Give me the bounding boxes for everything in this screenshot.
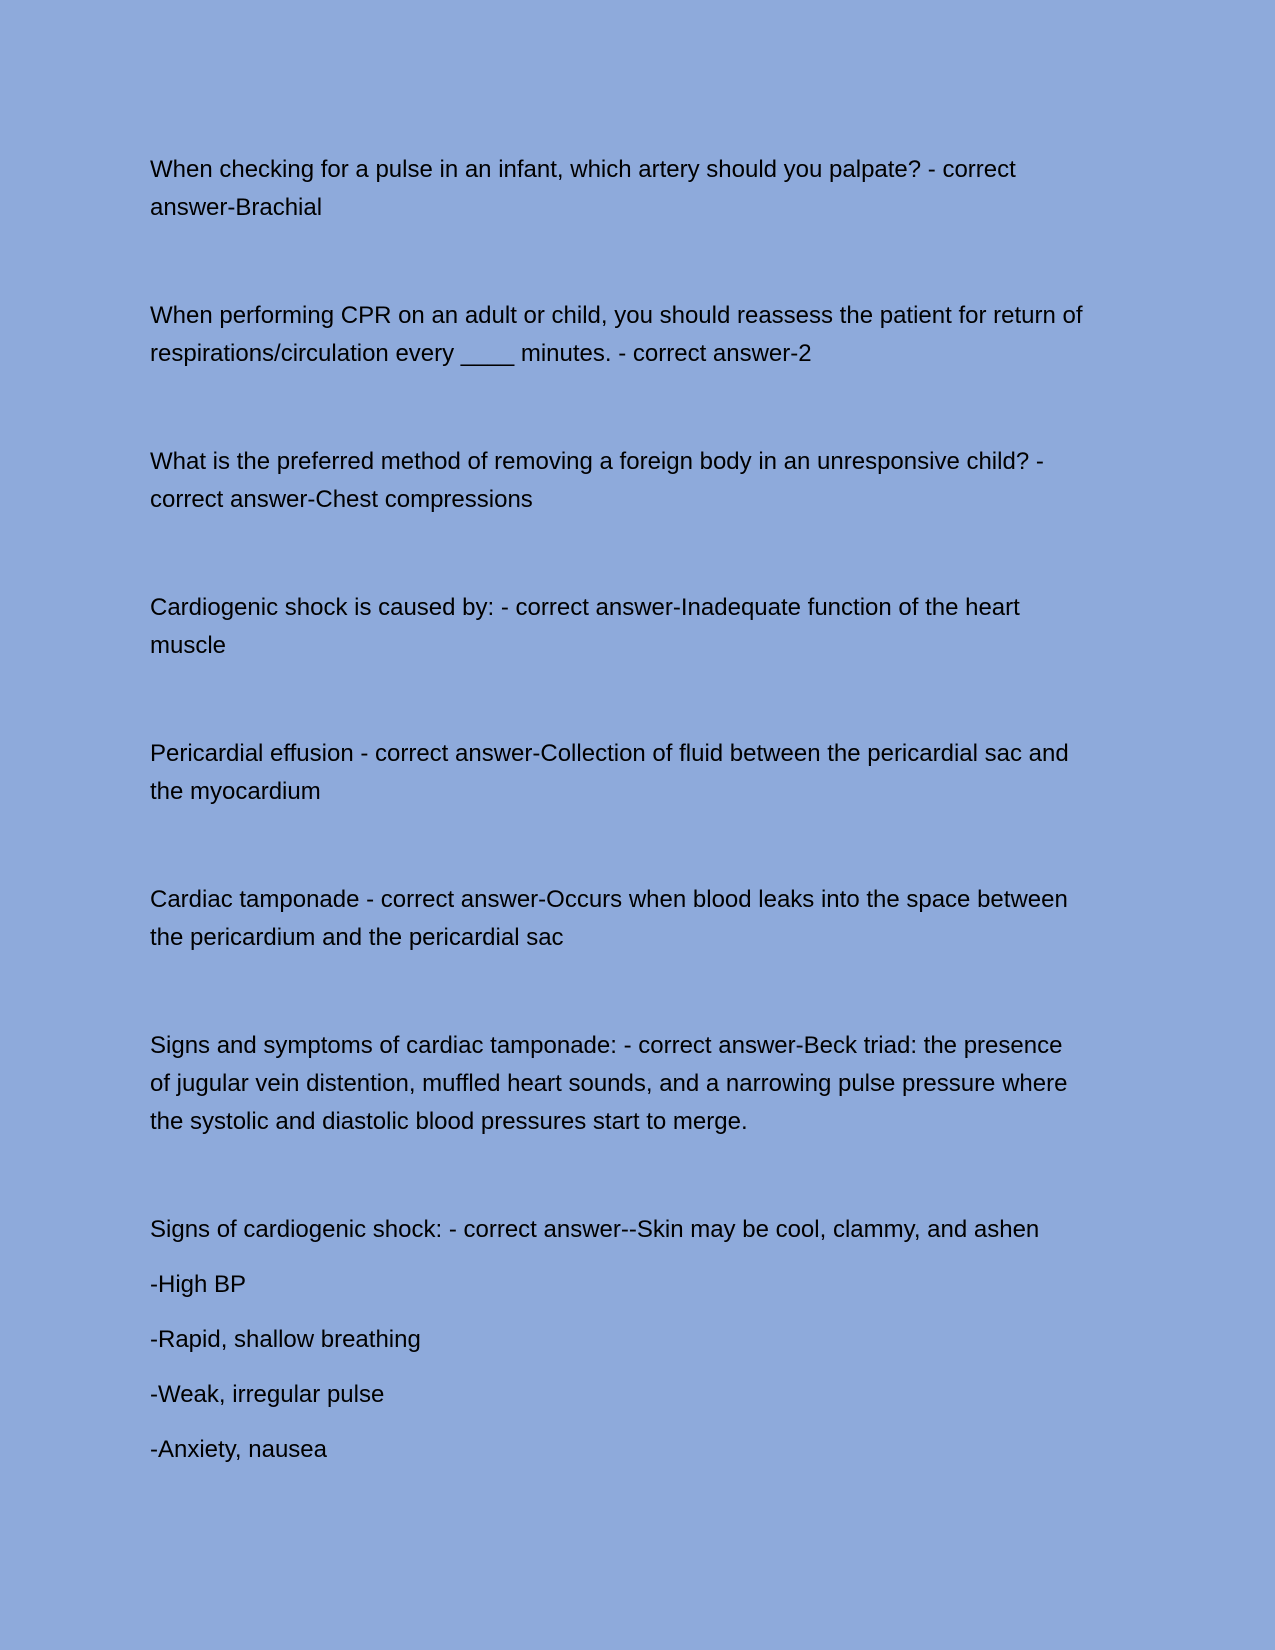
qa-item-cpr-reassess (150, 297, 1085, 373)
qa-text: When checking for a pulse in an infant, which artery should you palpate? - correct answer-Brachial (150, 156, 1016, 221)
sign-list-item: -High BP (150, 1271, 247, 1298)
qa-text: Cardiogenic shock is caused by: - correct answer-Inadequate function of the heart muscle (150, 594, 1020, 659)
sign-list (150, 1266, 1085, 1469)
sign-list-item: -Weak, irregular pulse (150, 1381, 385, 1408)
sign-list-item: -Anxiety, nausea (150, 1436, 327, 1463)
qa-item-pericardial-effusion (150, 735, 1085, 811)
qa-item-cardiogenic-signs (150, 1211, 1085, 1469)
qa-text: Signs of cardiogenic shock: - correct answer--Skin may be cool, clammy, and ashen (150, 1216, 1040, 1243)
qa-item-foreign-body (150, 443, 1085, 519)
qa-text: What is the preferred method of removing a foreign body in an unresponsive child? - correct answer-Chest compressions (150, 448, 1044, 513)
qa-text: Pericardial effusion - correct answer-Collection of fluid between the pericardial sac and the myocardium (150, 740, 1069, 805)
qa-item-cardiogenic-cause (150, 589, 1085, 665)
qa-item-infant-pulse (150, 151, 1085, 227)
sign-list-item: -Rapid, shallow breathing (150, 1326, 421, 1353)
qa-text: Signs and symptoms of cardiac tamponade: - correct answer-Beck triad: the presence of jugular vein distention, muffled heart sounds, and a narrowing pulse pressure where the systolic and diastolic blood pressures start to merge. (150, 1032, 1068, 1135)
qa-text: When performing CPR on an adult or child, you should reassess the patient for return of respirations/circulation every ____ minutes. - correct answer-2 (150, 302, 1083, 367)
qa-text: Cardiac tamponade - correct answer-Occurs when blood leaks into the space between the pericardium and the pericardial sac (150, 886, 1068, 951)
qa-item-cardiac-tamponade (150, 881, 1085, 957)
qa-item-tamponade-signs (150, 1027, 1085, 1141)
